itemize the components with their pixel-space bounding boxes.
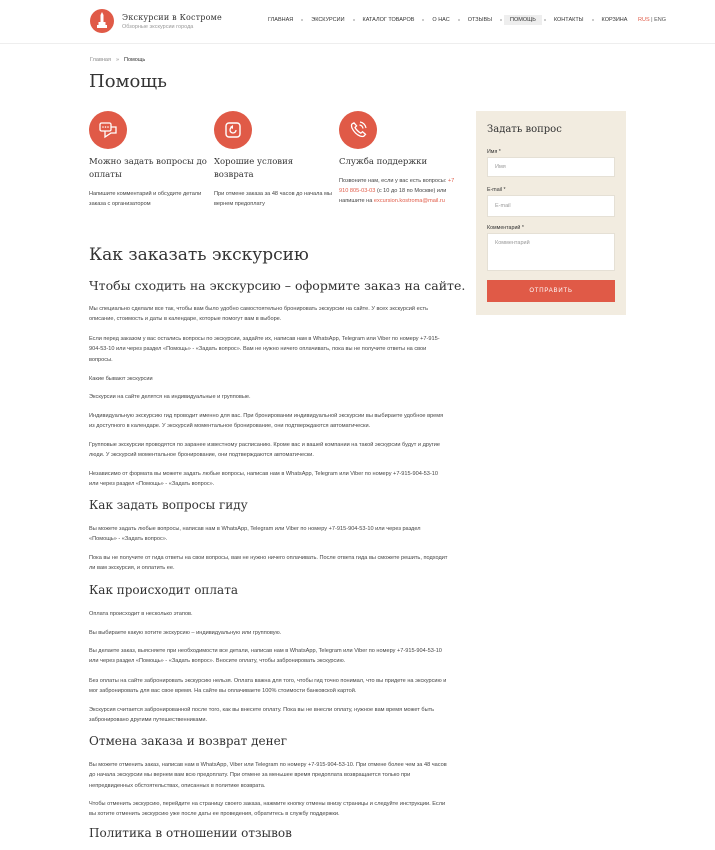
article-paragraph: Чтобы отменить экскурсию, перейдите на страницу своего заказа, нажмите кнопку отмены внизу страницы и следуйте инструкции. Если вы хотите отменить экскурсию уже после даты ее проведения, обратитесь в службу поддержки.	[89, 801, 446, 818]
feature-title: Хорошие условия возврата	[214, 157, 294, 180]
article-paragraph: Экскурсия считается забронированной после того, как вы внесете оплату. Пока вы не внесли оплату, нужное вам время может быть забронировано другими путешественниками.	[89, 707, 435, 724]
nav-separator	[301, 19, 303, 21]
feature-description: Напишите комментарий и обсудите детали заказа с организатором	[89, 191, 202, 207]
article-paragraph: Вы выбираете какую хотите экскурсию – индивидуальную или групповую.	[89, 630, 282, 636]
chat-icon	[89, 111, 127, 149]
ask-question-form	[476, 111, 626, 315]
email-label: E-mail *	[487, 187, 506, 193]
logo-title[interactable]: Экскурсии в Костроме	[122, 13, 222, 22]
name-field[interactable]: Имя	[487, 157, 615, 177]
section-heading-guide: Как задать вопросы гиду	[89, 498, 248, 512]
support-text: Позвоните нам, если у вас есть вопросы:	[339, 178, 447, 184]
breadcrumb	[90, 57, 145, 63]
refund-icon	[214, 111, 252, 149]
main-nav	[262, 15, 633, 25]
nav-excursions[interactable]: ЭКСКУРСИИ	[311, 17, 345, 23]
lang-separator: |	[651, 17, 653, 23]
nav-separator	[422, 19, 424, 21]
form-title: Задать вопрос	[487, 124, 562, 135]
article-paragraph: Индивидуальную экскурсию гид проводит именно для вас. При бронировании индивидуальной экскурсии вы выбираете удобное время из доступного в календаре. У экскурсий моментальное бронирование, они подтверждаются автоматически.	[89, 413, 444, 430]
page-title: Помощь	[89, 71, 167, 92]
nav-separator	[592, 19, 594, 21]
comment-label: Комментарий *	[487, 225, 524, 231]
support-email-link[interactable]: excursion.kostroma@mail.ru	[373, 198, 445, 204]
article-paragraph: Без оплаты на сайте забронировать экскурсию нельзя. Оплата важна для того, чтобы гид точно понимал, что вы придете на экскурсию и мог забронировать для вас свое время. На сайте вы оплачиваете 100% стоимости банковской картой.	[89, 678, 447, 695]
nav-catalog[interactable]: КАТАЛОГ ТОВАРОВ	[362, 17, 415, 23]
breadcrumb-current: Помощь	[124, 57, 146, 63]
phone-icon	[339, 111, 377, 149]
nav-separator	[458, 19, 460, 21]
article-paragraph: Вы можете отменить заказ, написав нам в WhatsApp, Viber или Telegram по номеру +7-915-904-53-10. При отмене более чем за 48 часов до начала экскурсии мы вернем вам всю предоплату. При отмене за меньшее время предоплата возвращается только при непредвиденных обстоятельствах, описанных в политике возврата.	[89, 762, 447, 789]
support-text: (с 10 до 18 по Москве) или напишите на	[339, 188, 447, 204]
article-heading: Как заказать экскурсию	[89, 245, 309, 265]
feature-title: Служба поддержки	[339, 157, 428, 167]
nav-reviews[interactable]: ОТЗЫВЫ	[467, 17, 493, 23]
article-paragraph: Экскурсии на сайте делятся на индивидуальные и групповые.	[89, 394, 251, 400]
feature-description	[339, 176, 459, 206]
nav-separator	[544, 19, 546, 21]
site-header	[0, 0, 715, 44]
article-paragraph: Вы можете задать любые вопросы, написав нам в WhatsApp, Telegram или Viber по номеру +7-915-904-53-10 или через раздел «Помощь» - «Задать вопрос».	[89, 526, 421, 543]
email-field[interactable]: E-mail	[487, 195, 615, 217]
article-paragraph: Мы специально сделали все так, чтобы вам было удобно самостоятельно бронировать экскурсии на сайте. У всех экскурсий есть описание, стоимость и даты в календаре, которые помогут вам в выборе.	[89, 306, 428, 323]
nav-cart[interactable]: КОРЗИНА	[601, 17, 628, 23]
nav-contacts[interactable]: КОНТАКТЫ	[553, 17, 584, 23]
article-paragraph: Независимо от формата вы можете задать любые вопросы, написав нам в WhatsApp, Telegram или Viber по номеру +7-915-904-53-10 или через раздел «Помощь» - «Задать вопрос».	[89, 471, 438, 488]
feature-questions	[89, 111, 209, 209]
article-paragraph: Если перед заказом у вас остались вопросы по экскурсии, задайте их, написав нам в WhatsApp, Telegram или Viber по номеру +7-915-904-53-10 или через раздел «Помощь» - «Задать вопрос». Вам не нужно ничего оплачивать, пока вы не получите ответы на свои вопросы.	[89, 336, 440, 363]
logo-subtitle: Обзорные экскурсии города	[122, 24, 194, 30]
breadcrumb-home[interactable]: Главная	[90, 57, 111, 63]
article-paragraph: Какие бывают экскурсии	[89, 376, 153, 382]
feature-description: При отмене заказа за 48 часов до начала мы вернем предоплату	[214, 191, 332, 207]
nav-separator	[353, 19, 355, 21]
language-switcher	[638, 17, 666, 23]
article-paragraph: Пока вы не получите от гида ответы на свои вопросы, вам не нужно ничего оплачивать. После ответа гида вы сможете решить, подходит ли вам экскурсия, и оплатить ее.	[89, 555, 448, 572]
nav-home[interactable]: ГЛАВНАЯ	[268, 17, 294, 23]
logo-icon[interactable]	[90, 9, 114, 33]
name-label: Имя *	[487, 149, 501, 155]
section-heading-reviews: Политика в отношении отзывов	[89, 826, 292, 840]
support-phone-link[interactable]: +7 910 805-03-03	[339, 178, 455, 194]
nav-about[interactable]: О НАС	[432, 17, 450, 23]
lang-eng[interactable]: ENG	[654, 17, 667, 23]
section-heading-payment: Как происходит оплата	[89, 583, 239, 597]
article-paragraph: Оплата происходит в несколько этапов.	[89, 611, 193, 617]
submit-button[interactable]: ОТПРАВИТЬ	[487, 280, 615, 302]
feature-title: Можно задать вопросы до оплаты	[89, 157, 207, 180]
feature-support	[339, 111, 459, 206]
article-paragraph: Групповые экскурсии проводятся по заранее известному расписанию. Кроме вас и вашей компании на такой экскурсии будут и другие люди. У экскурсий моментальное бронирование, они подтверждаются автоматически.	[89, 442, 440, 459]
article-subheading: Чтобы сходить на экскурсию – оформите заказ на сайте.	[89, 278, 466, 293]
breadcrumb-separator: »	[115, 57, 119, 63]
article-paragraph: Вы делаете заказ, выясняете при необходимости все детали, написав нам в WhatsApp, Telegram или Viber по номеру +7-915-904-53-10 или через раздел «Помощь» - «Задать вопрос». Вносите оплату, чтобы забронировать экскурсию.	[89, 648, 442, 665]
section-heading-cancel: Отмена заказа и возврат денег	[89, 734, 288, 748]
comment-field[interactable]: Комментарий	[487, 233, 615, 271]
nav-help[interactable]: ПОМОЩЬ	[504, 15, 542, 25]
nav-separator	[500, 19, 502, 21]
lang-rus[interactable]: RUS	[638, 17, 650, 23]
feature-refund	[214, 111, 334, 209]
